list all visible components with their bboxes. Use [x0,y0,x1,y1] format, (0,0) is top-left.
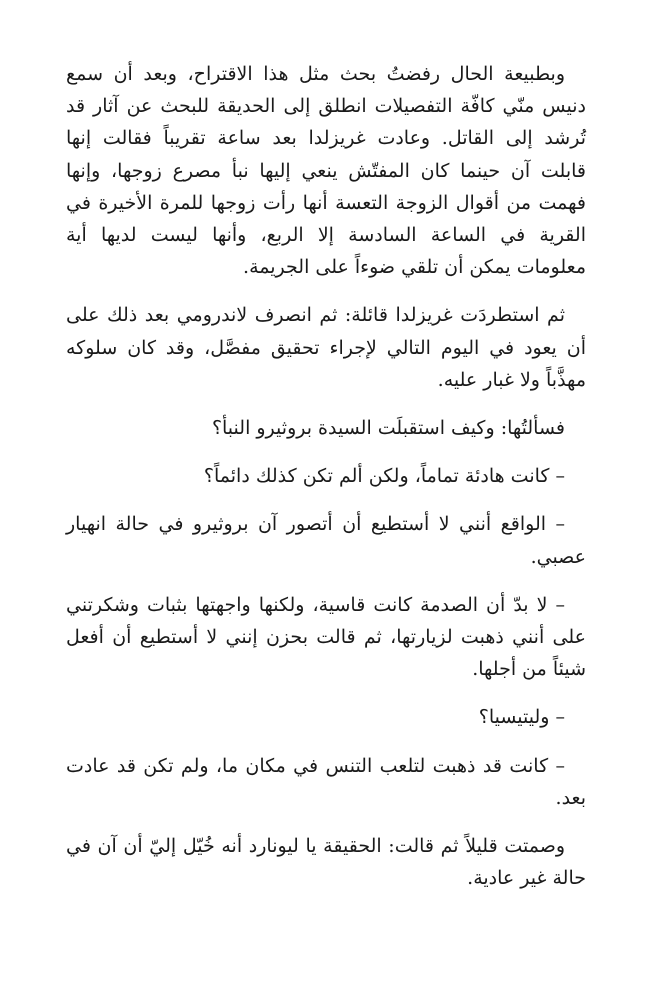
paragraph: ثم استطردَت غريزلدا قائلة: ثم انصرف لاندرومي بعد ذلك على أن يعود في اليوم التالي لإجراء تحقيق مفصَّل، وقد كان سلوكه مهذَّباً ولا غبار عليه. [66,304,586,391]
paragraph: – كانت هادئة تماماً، ولكن ألم تكن كذلك دائماً؟ [203,465,565,488]
page-body [66,58,586,910]
paragraph: – كانت قد ذهبت لتلعب التنس في مكان ما، ولم تكن قد عادت بعد. [66,754,586,809]
paragraph: – لا بدّ أن الصدمة كانت قاسية، ولكنها واجهتها بثبات وشكرتني على أنني ذهبت لزيارتها، ثم قالت بحزن إنني لا أستطيع أن أفعل شيئاً من أجلها. [66,593,586,681]
paragraph: وبطبيعة الحال رفضتُ بحث مثل هذا الاقتراح، وبعد أن سمع دنيس منّي كافّة التفصيلات انطلق إلى الحديقة للبحث عن آثار قد تُرشد إلى القاتل. وعادت غريزلدا بعد ساعة تقريباً فقالت إنها قابلت آن حينما كان المفتّش ينعي إليها نبأ مصرع زوجها، وإنها فهمت من أقوال الزوجة التعسة أنها رأت زوجها للمرة الأخيرة في القرية في الساعة السادسة إلا الربع، وأنها ليست لديها أية معلومات يمكن أن تلقي ضوءاً على الجريمة. [66,63,586,279]
paragraph: فسألتُها: وكيف استقبلَت السيدة بروثيرو النبأ؟ [211,417,565,440]
paragraph: – الواقع أنني لا أستطيع أن أتصور آن بروثيرو في حالة انهيار عصبي. [66,513,586,568]
paragraph: وصمتت قليلاً ثم قالت: الحقيقة يا ليونارد أنه خُيّل إليّ أن آن في حالة غير عادية. [66,835,586,890]
paragraph: – وليتيسيا؟ [478,706,565,729]
